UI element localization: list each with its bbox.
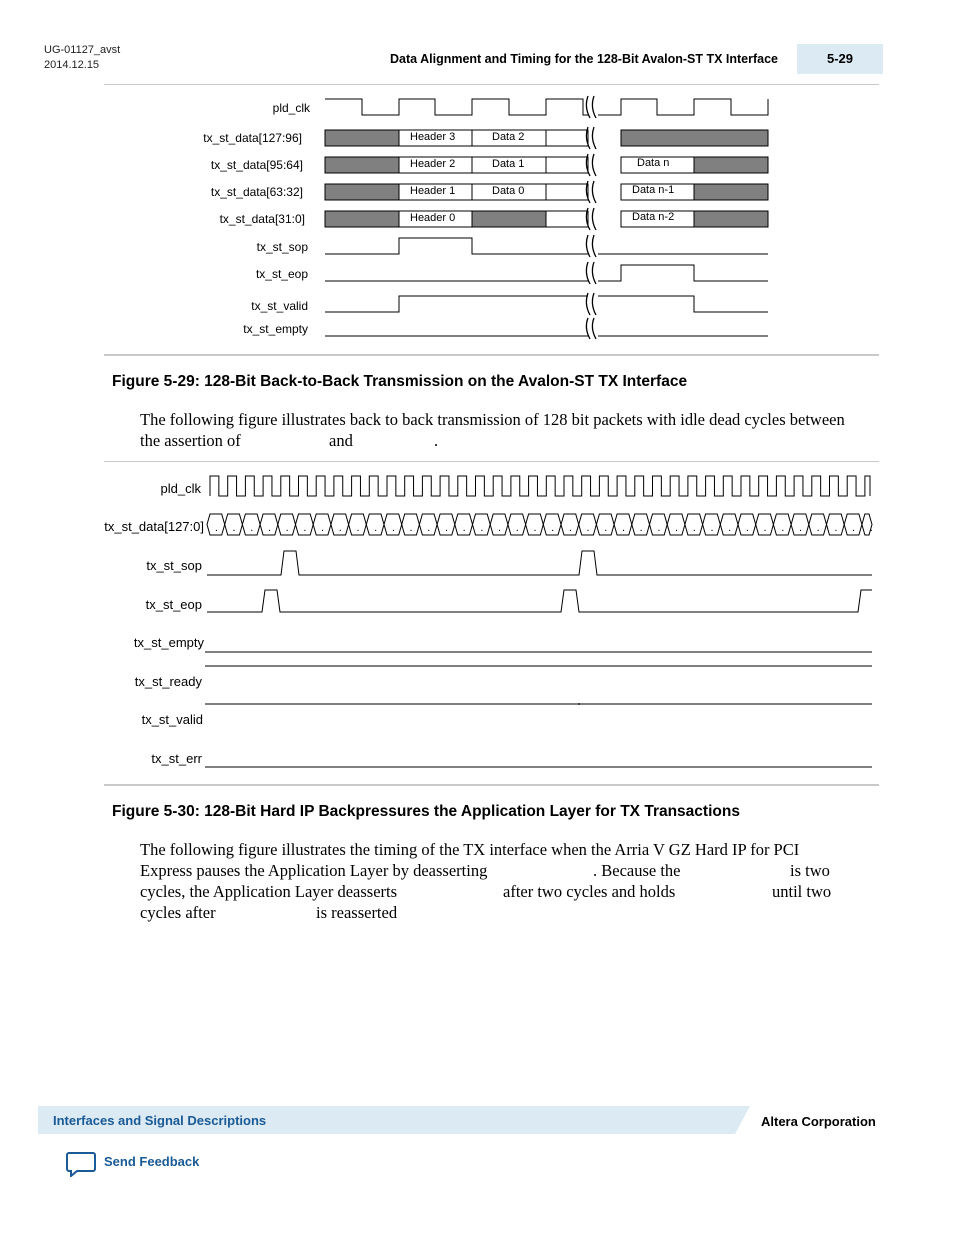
bus-cell-label: . bbox=[321, 522, 325, 534]
bus-cell-label: . bbox=[214, 522, 218, 534]
bus-label: Header 3 bbox=[410, 131, 456, 143]
bus-label: Header 0 bbox=[410, 212, 456, 224]
paragraph-line: and bbox=[329, 431, 353, 450]
bus-cell-label: . bbox=[675, 522, 679, 534]
signal-label: tx_st_sop bbox=[256, 240, 308, 254]
signal-label: tx_st_empty bbox=[133, 635, 204, 650]
signal-label: tx_st_sop bbox=[146, 558, 202, 573]
signal-label: tx_st_ready bbox=[134, 674, 202, 689]
bus-cell-label: . bbox=[745, 522, 749, 534]
bus-cell-label: . bbox=[816, 522, 820, 534]
paragraph-line: Express pauses the Application Layer by deasserting bbox=[140, 861, 488, 880]
bus-cell-label: . bbox=[852, 522, 856, 534]
signal-label: tx_st_data[127:96] bbox=[203, 131, 302, 145]
bus-cell-label: . bbox=[338, 522, 342, 534]
bus-label: Data 1 bbox=[492, 158, 525, 170]
signal-label: tx_st_eop bbox=[255, 267, 308, 281]
bus-label: Header 1 bbox=[410, 185, 456, 197]
timing-diagram-30 bbox=[0, 460, 954, 790]
bus-cell-label: . bbox=[639, 522, 643, 534]
signal-label: tx_st_data[63:32] bbox=[210, 185, 303, 199]
paragraph-line: cycles after bbox=[140, 903, 216, 922]
bus-cell-label: . bbox=[728, 522, 732, 534]
signal-label: pld_clk bbox=[160, 481, 201, 496]
paragraph-line: is reasserted bbox=[316, 903, 398, 922]
bus-cell-label: . bbox=[250, 522, 254, 534]
bus-cell-label: . bbox=[710, 522, 714, 534]
bus-cell-label: . bbox=[834, 522, 838, 534]
bus-cell-label: . bbox=[374, 522, 378, 534]
paragraph-line: the assertion of bbox=[140, 431, 241, 450]
bus-cell-label: . bbox=[621, 522, 626, 534]
paragraph-line: . bbox=[434, 431, 439, 450]
bus-cell-label: . bbox=[356, 522, 360, 534]
bus-cell-label: . bbox=[533, 522, 537, 534]
bus-cell-label: . bbox=[869, 522, 873, 534]
signal-label: tx_st_data[127:0] bbox=[104, 519, 204, 534]
bus-cell-label: . bbox=[515, 522, 519, 534]
bus-label: Data n-1 bbox=[632, 184, 675, 196]
bus-cell-label: . bbox=[657, 522, 661, 534]
bus-cell-label: . bbox=[781, 522, 785, 534]
paragraph-line: after two cycles and holds bbox=[503, 882, 676, 901]
signal-label: pld_clk bbox=[272, 101, 310, 115]
bus-cell-label: . bbox=[444, 522, 449, 534]
paragraph-line: . Because the bbox=[593, 861, 681, 880]
bus-cell-label: . bbox=[267, 522, 272, 534]
bus-label: Data n bbox=[637, 157, 670, 169]
doc-id: UG-01127_avst bbox=[44, 44, 121, 56]
bus-label: Data 2 bbox=[492, 131, 525, 143]
paragraph-line: cycles, the Application Layer deasserts bbox=[140, 882, 398, 901]
send-feedback-link[interactable]: Send Feedback bbox=[104, 1154, 200, 1169]
bus-label: Data n-2 bbox=[632, 211, 675, 223]
figure-29-caption: Figure 5-29: 128-Bit Back-to-Back Transmission on the Avalon-ST TX Interface bbox=[112, 373, 688, 390]
signal-label: tx_st_empty bbox=[243, 322, 308, 336]
footer-section-link[interactable]: Interfaces and Signal Descriptions bbox=[53, 1113, 267, 1128]
bus-cell-label: . bbox=[427, 522, 431, 534]
paragraph-line: The following figure illustrates back to back transmission of 128 bit packets with idle dead cycles between bbox=[140, 410, 845, 429]
signal-label: tx_st_valid bbox=[251, 299, 308, 313]
footer-company: Altera Corporation bbox=[761, 1114, 876, 1129]
bus-cell-label: . bbox=[409, 522, 413, 534]
figure-rule bbox=[104, 354, 879, 356]
signal-label: tx_st_data[31:0] bbox=[219, 212, 305, 226]
signal-label: tx_st_data[95:64] bbox=[210, 158, 303, 172]
bus-cell-label: . bbox=[303, 522, 307, 534]
clock-waveform bbox=[210, 476, 870, 496]
bus-cell-label: . bbox=[568, 522, 572, 534]
signal-label: tx_st_err bbox=[151, 751, 202, 766]
bus-cell-label: . bbox=[232, 522, 236, 534]
bus-cell-label: . bbox=[551, 522, 555, 534]
bus-cell-label: . bbox=[604, 522, 608, 534]
bus-cell-label: . bbox=[798, 522, 803, 534]
bus-cell-label: . bbox=[480, 522, 484, 534]
timing-diagram-29 bbox=[0, 0, 954, 360]
running-title: Data Alignment and Timing for the 128-Bit Avalon-ST TX Interface bbox=[390, 52, 779, 66]
paragraph-line: until two bbox=[772, 882, 832, 901]
figure-30-caption: Figure 5-30: 128-Bit Hard IP Backpressures the Application Layer for TX Transactions bbox=[112, 803, 740, 820]
bus-cell-label: . bbox=[498, 522, 502, 534]
paragraph-line: The following figure illustrates the timing of the TX interface when the Arria V GZ Hard IP for PCI bbox=[140, 840, 800, 859]
bus-cell-label: . bbox=[462, 522, 466, 534]
feedback-icon[interactable] bbox=[66, 1151, 96, 1182]
bus-label: Header 2 bbox=[410, 158, 456, 170]
doc-date: 2014.12.15 bbox=[44, 59, 100, 71]
paragraph-line: is two bbox=[790, 861, 830, 880]
bus-cell-label: . bbox=[285, 522, 289, 534]
figure-rule bbox=[104, 784, 879, 786]
signal-label: tx_st_valid bbox=[141, 712, 203, 727]
bus-cell-label: . bbox=[391, 522, 395, 534]
bus-label: Data 0 bbox=[492, 185, 525, 197]
bus-cell-label: . bbox=[586, 522, 590, 534]
page-number: 5-29 bbox=[797, 44, 883, 74]
bus-cell-label: . bbox=[763, 522, 767, 534]
signal-label: tx_st_eop bbox=[145, 597, 202, 612]
bus-cell-label: . bbox=[692, 522, 696, 534]
